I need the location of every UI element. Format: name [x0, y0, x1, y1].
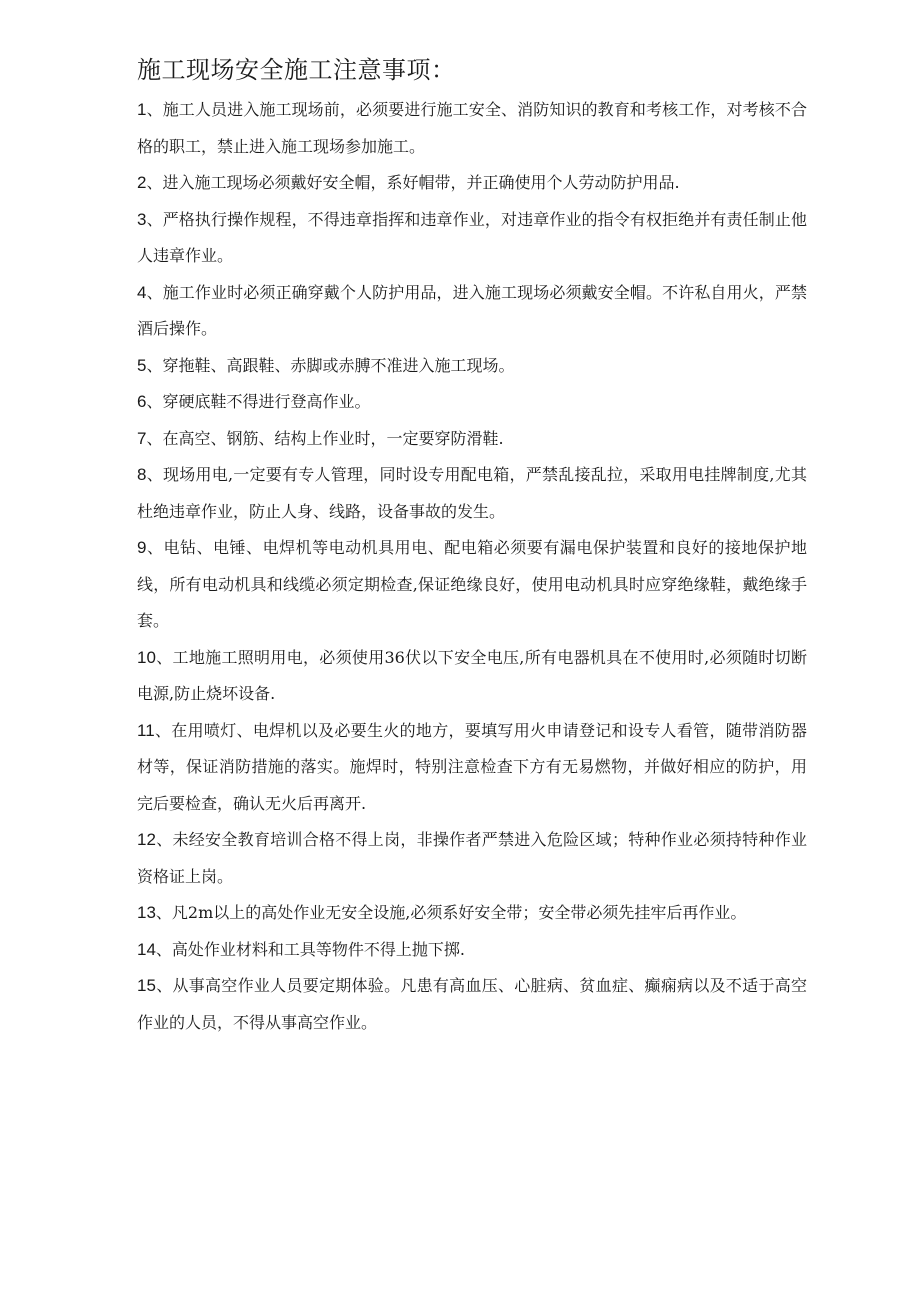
list-item	[137, 165, 807, 202]
item-number: 14	[137, 939, 156, 959]
item-number: 8	[137, 465, 147, 484]
list-item	[137, 384, 807, 421]
item-text: 、凡2m以上的高处作业无安全设施,必须系好安全带；安全带必须先挂牢后再作业。	[155, 903, 747, 922]
list-item	[137, 932, 807, 969]
item-text: 、高处作业材料和工具等物件不得上抛下掷.	[155, 939, 466, 959]
list-item	[137, 275, 807, 348]
item-number: 12	[137, 830, 156, 849]
item-text: 、穿硬底鞋不得进行登高作业。	[146, 392, 371, 411]
item-text: 、从事高空作业人员要定期体验。凡患有高血压、心脏病、贫血症、癫痫病以及不适于高空作业的人员，不得从事高空作业。	[137, 976, 807, 1032]
item-number: 4	[137, 282, 147, 302]
item-text: 、穿拖鞋、高跟鞋、赤脚或赤膊不准进入施工现场。	[146, 355, 515, 375]
list-item	[137, 202, 807, 275]
item-text: 、施工作业时必须正确穿戴个人防护用品，进入施工现场必须戴安全帽。不许私自用火，严禁酒后操作。	[137, 282, 807, 338]
list-item	[137, 895, 807, 932]
item-number: 10	[137, 647, 156, 667]
item-text: 、进入施工现场必须戴好安全帽，系好帽带，并正确使用个人劳动防护用品.	[146, 173, 680, 192]
list-item	[137, 968, 807, 1041]
item-text: 、施工人员进入施工现场前，必须要进行施工安全、消防知识的教育和考核工作，对考核不合格的职工，禁止进入施工现场参加施工。	[137, 100, 807, 156]
item-text: 、在用喷灯、电焊机以及必要生火的地方，要填写用火申请登记和设专人看管，随带消防器材等，保证消防措施的落实。施焊时，特别注意检查下方有无易燃物，并做好相应的防护，用完后要检查，确认无火后再离开.	[137, 720, 807, 813]
item-number: 7	[137, 428, 147, 448]
item-number: 2	[137, 173, 147, 192]
item-text: 、在高空、钢筋、结构上作业时，一定要穿防滑鞋.	[146, 428, 504, 448]
list-item	[137, 640, 807, 713]
item-number: 3	[137, 209, 147, 229]
list-item	[137, 348, 807, 385]
page-title: 施工现场安全施工注意事项：	[137, 56, 456, 84]
item-number: 11	[137, 720, 155, 740]
item-number: 6	[137, 392, 147, 411]
item-number: 9	[137, 538, 147, 557]
safety-items-list	[137, 92, 807, 1041]
list-item	[137, 713, 807, 823]
list-item	[137, 822, 807, 895]
list-item	[137, 421, 807, 458]
item-number: 5	[137, 355, 147, 375]
item-text: 、工地施工照明用电，必须使用36伏以下安全电压,所有电器机具在不使用时,必须随时切断电源,防止烧坏设备.	[137, 647, 807, 703]
list-item	[137, 92, 807, 165]
item-number: 15	[137, 976, 156, 995]
list-item	[137, 530, 807, 640]
item-number: 1	[137, 100, 147, 119]
item-number: 13	[137, 903, 156, 922]
item-text: 、严格执行操作规程，不得违章指挥和违章作业，对违章作业的指令有权拒绝并有责任制止他人违章作业。	[137, 209, 807, 265]
item-text: 、现场用电,一定要有专人管理，同时设专用配电箱，严禁乱接乱拉，采取用电挂牌制度,尤其杜绝违章作业，防止人身、线路，设备事故的发生。	[137, 465, 807, 521]
item-text: 、未经安全教育培训合格不得上岗，非操作者严禁进入危险区域；特种作业必须持特种作业资格证上岗。	[137, 830, 807, 886]
list-item	[137, 457, 807, 530]
item-text: 、电钻、电锤、电焊机等电动机具用电、配电箱必须要有漏电保护装置和良好的接地保护地线，所有电动机具和线缆必须定期检查,保证绝缘良好，使用电动机具时应穿绝缘鞋，戴绝缘手套。	[137, 538, 807, 630]
